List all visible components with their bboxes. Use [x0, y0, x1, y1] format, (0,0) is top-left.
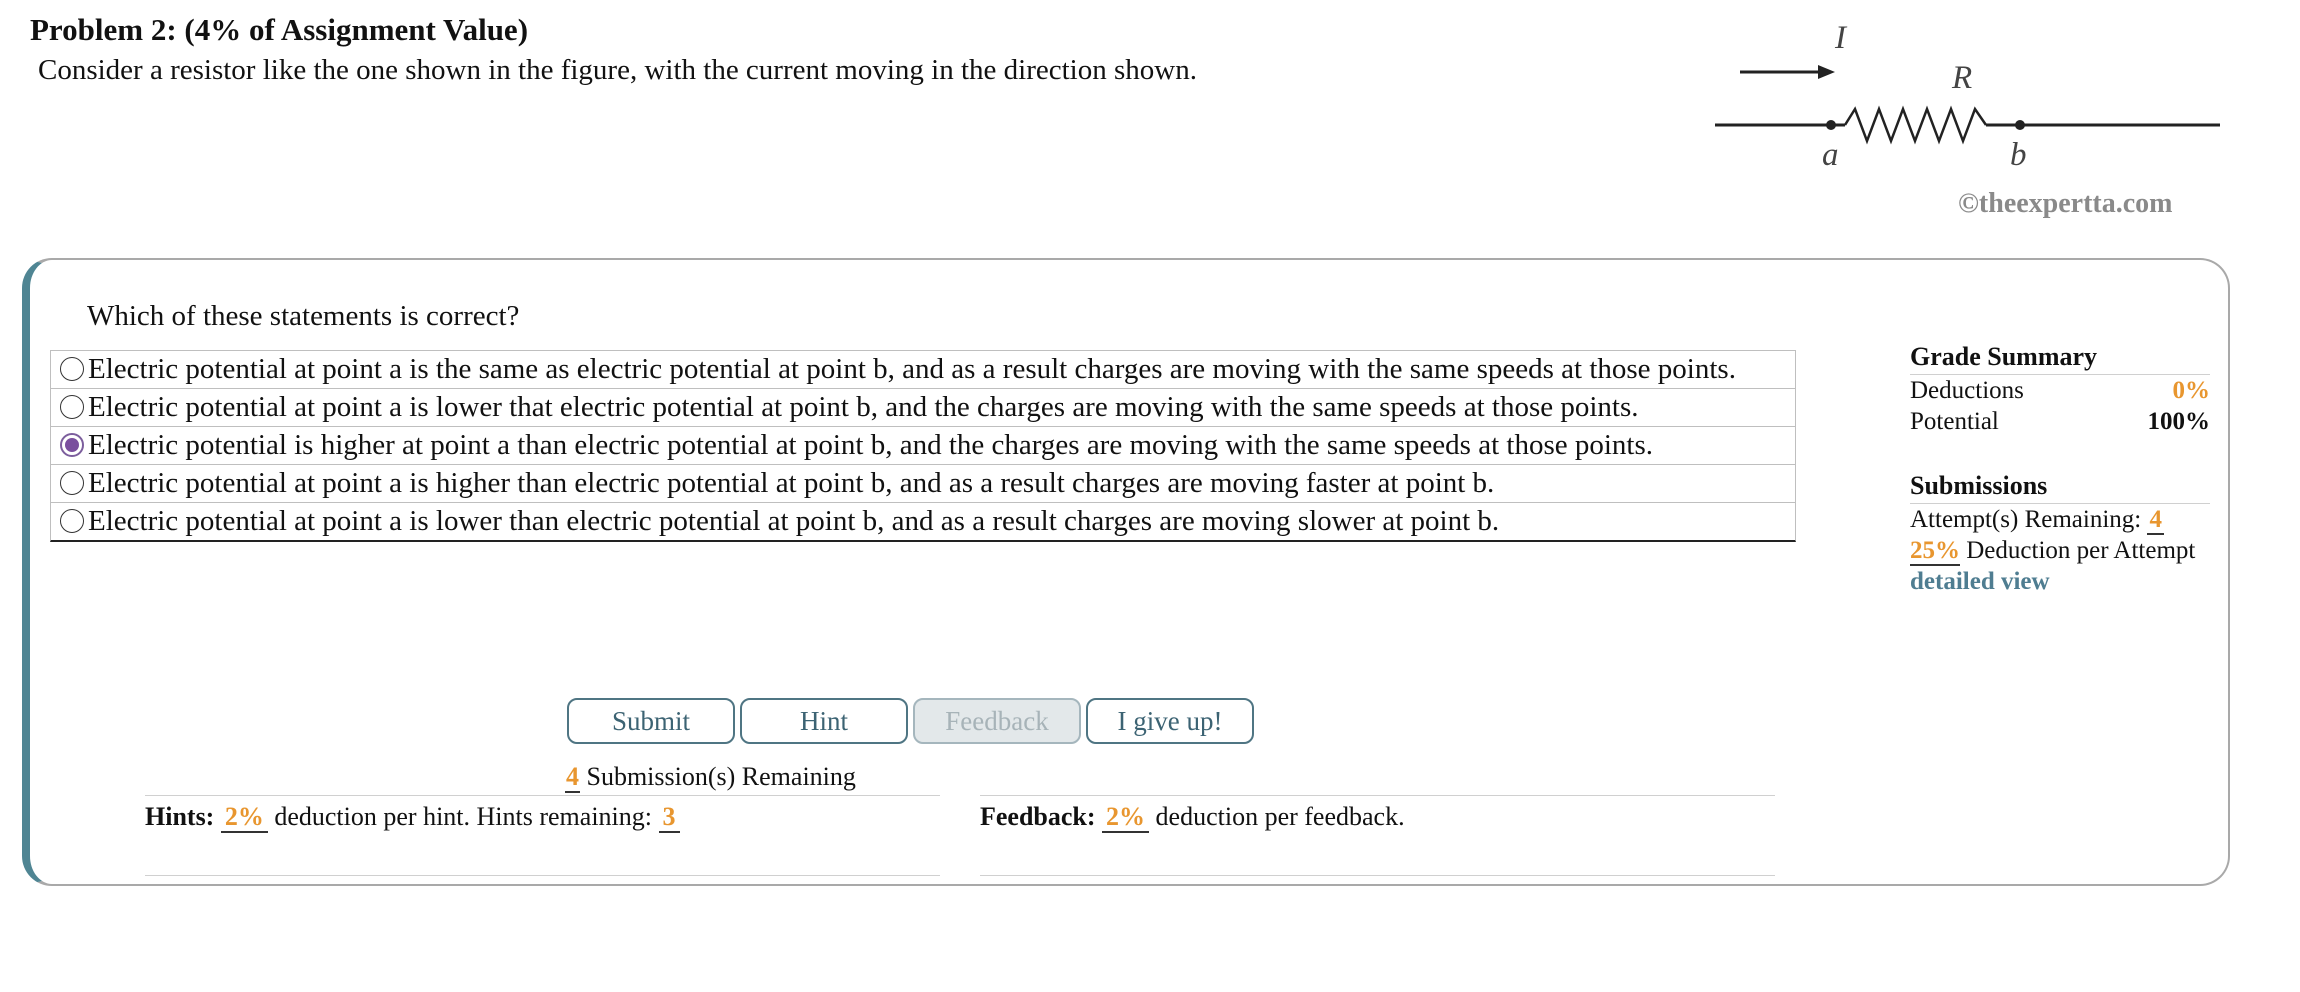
point-a-dot: [1826, 120, 1836, 130]
answer-option-5[interactable]: [51, 503, 1795, 540]
attempts-value: 4: [2149, 506, 2162, 533]
resistor-zigzag: [1845, 109, 1986, 141]
deductions-row: [1910, 375, 2210, 406]
feedback-text: deduction per feedback.: [1155, 802, 1405, 831]
hints-content-divider: [145, 875, 940, 876]
attempts-remaining: [1910, 504, 2210, 535]
attempt-deduction-text: Deduction per Attempt: [1966, 537, 2196, 564]
hint-button[interactable]: Hint: [740, 698, 908, 744]
problem-intro: Consider a resistor like the one shown in the figure, with the current moving in the direction shown.: [38, 54, 1197, 86]
deductions-value: 0%: [2172, 377, 2210, 404]
problem-title: Problem 2: (4% of Assignment Value): [30, 12, 529, 47]
current-arrow-head: [1818, 65, 1835, 79]
current-label: I: [1835, 20, 1846, 56]
resistor-diagram: [1700, 25, 2220, 195]
hints-deduction: 2%: [221, 802, 268, 833]
copyright-text: ©theexpertta.com: [1958, 188, 2173, 219]
option-label: Electric potential at point a is lower than electric potential at point b, and as a result charges are moving slower at point b.: [88, 505, 1500, 537]
answer-option-4[interactable]: [51, 465, 1795, 503]
answer-option-2[interactable]: [51, 389, 1795, 427]
attempt-deduction: [1910, 535, 2210, 566]
attempt-deduction-pct: 25%: [1910, 537, 1960, 564]
submissions-heading: Submissions: [1910, 471, 2210, 504]
hints-label: Hints:: [145, 802, 215, 831]
point-a-label: a: [1822, 137, 1839, 173]
deductions-label: Deductions: [1910, 377, 2024, 404]
potential-row: [1910, 406, 2210, 437]
problem-header: [30, 12, 1197, 87]
feedback-content-divider: [980, 875, 1775, 876]
radio-button[interactable]: [60, 395, 84, 419]
detailed-view-link[interactable]: detailed view: [1910, 568, 2050, 595]
hints-remaining: 3: [659, 802, 680, 833]
hints-text: deduction per hint. Hints remaining:: [274, 802, 652, 831]
option-label: Electric potential at point a is the same as electric potential at point b, and as a result charges are moving with the same speeds at those points.: [88, 353, 1736, 385]
answer-option-3[interactable]: [51, 427, 1795, 465]
submissions-count: 4: [566, 762, 579, 791]
question-text: Which of these statements is correct?: [87, 300, 520, 332]
option-label: Electric potential is higher at point a than electric potential at point b, and the charges are moving with the same speeds at those points.: [88, 429, 1654, 461]
resistor-label: R: [1952, 60, 1973, 96]
feedback-info: [980, 795, 1775, 832]
feedback-button: Feedback: [913, 698, 1081, 744]
submissions-label: Submission(s) Remaining: [586, 762, 856, 791]
radio-button[interactable]: [60, 357, 84, 381]
potential-value: 100%: [2147, 408, 2210, 435]
radio-button[interactable]: [60, 509, 84, 533]
radio-button[interactable]: [60, 471, 84, 495]
grade-summary: [1910, 342, 2210, 597]
give-up-button[interactable]: I give up!: [1086, 698, 1254, 744]
feedback-label: Feedback:: [980, 802, 1096, 831]
grade-summary-heading: Grade Summary: [1910, 342, 2210, 375]
point-b-dot: [2015, 120, 2025, 130]
submit-button[interactable]: Submit: [567, 698, 735, 744]
point-b-label: b: [2010, 137, 2027, 173]
option-label: Electric potential at point a is higher than electric potential at point b, and as a result charges are moving faster at point b.: [88, 467, 1495, 499]
feedback-deduction: 2%: [1102, 802, 1149, 833]
attempts-label: Attempt(s) Remaining:: [1910, 506, 2142, 533]
answer-option-1[interactable]: [51, 351, 1795, 389]
hints-info: [145, 795, 940, 832]
option-label: Electric potential at point a is lower that electric potential at point b, and the charges are moving with the same speeds at those points.: [88, 391, 1639, 423]
radio-button-selected[interactable]: [60, 433, 84, 457]
question-panel: [22, 258, 2230, 886]
answer-options: [50, 350, 1796, 542]
potential-label: Potential: [1910, 408, 1999, 435]
submissions-remaining: [565, 762, 856, 792]
